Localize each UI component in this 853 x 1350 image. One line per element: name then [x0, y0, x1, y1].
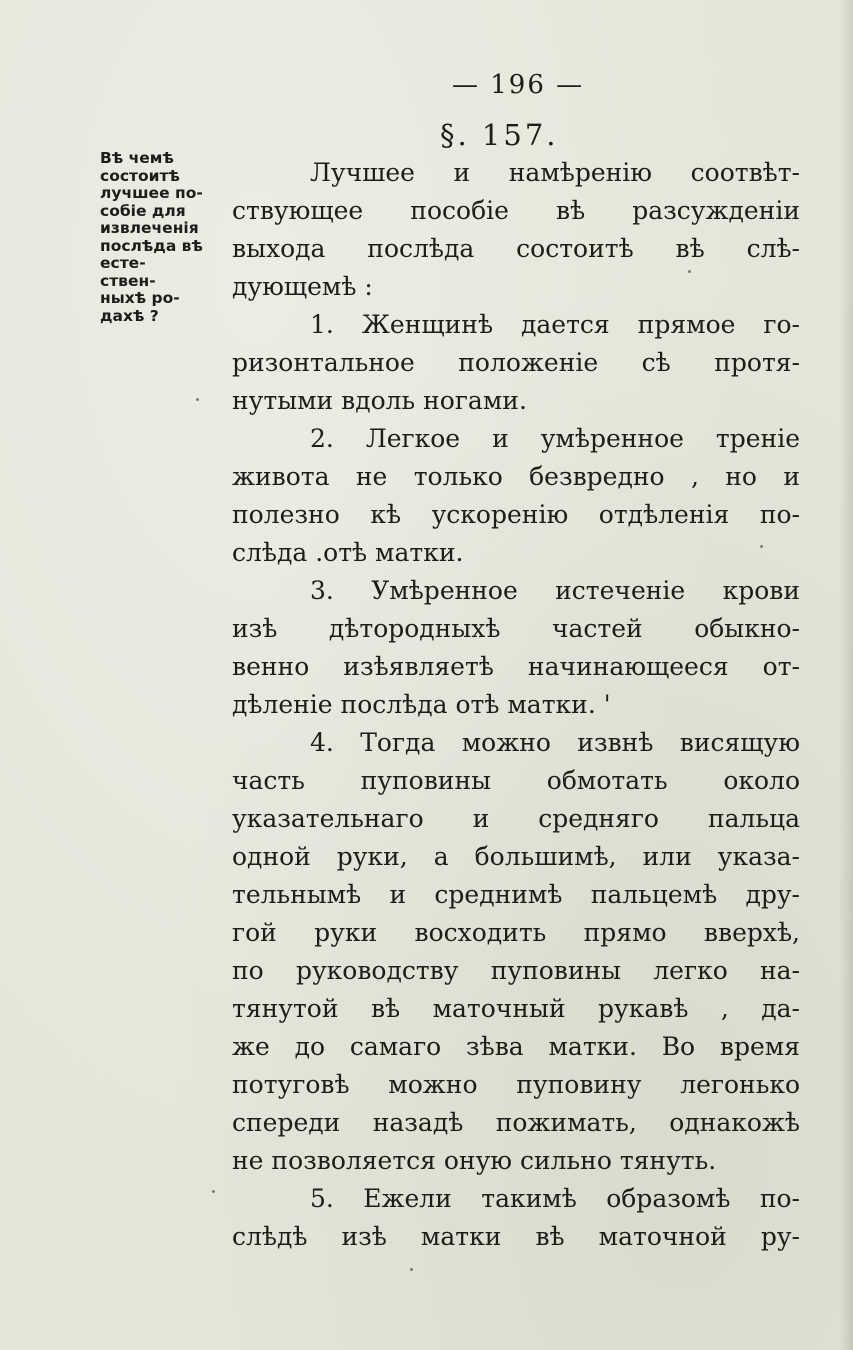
text-line: слѣда .отѣ матки.: [232, 538, 464, 567]
text-line: 1. Женщинѣ дается прямое го-: [310, 310, 800, 339]
paper-speck: [410, 1268, 413, 1271]
text-line: 5. Ежели такимѣ образомѣ по-: [310, 1184, 800, 1213]
margin-note-line: состоитѣ: [100, 166, 180, 185]
text-line: тельнымѣ и среднимѣ пальцемѣ дру-: [232, 880, 800, 909]
text-line: часть пуповины обмотать около: [232, 766, 800, 795]
text-line: 2. Легкое и умѣренное треніе: [310, 424, 800, 453]
margin-note-line: дахѣ ?: [100, 306, 159, 325]
paper-speck: [196, 398, 199, 401]
paper-speck: [212, 1190, 215, 1193]
text-line: не позволяется оную сильно тянуть.: [232, 1146, 717, 1175]
text-line: тянутой вѣ маточный рукавѣ , да-: [232, 994, 800, 1023]
page-edge-shadow: [839, 0, 853, 1350]
text-line: нутыми вдоль ногами.: [232, 386, 527, 415]
page-number: — 196 —: [452, 70, 585, 100]
text-line: потуговѣ можно пуповину легонько: [232, 1070, 800, 1099]
text-line: Лучшее и намѣренію соотвѣт-: [310, 158, 800, 187]
margin-note-line: собіе для: [100, 201, 186, 220]
margin-note-line: ныхѣ ро-: [100, 289, 180, 307]
text-line: выхода послѣда состоитѣ вѣ слѣ-: [232, 234, 800, 263]
text-line: же до самаго зѣва матки. Во время: [232, 1032, 800, 1061]
text-line: дующемѣ :: [232, 272, 373, 301]
margin-note-line: послѣда вѣ: [100, 236, 203, 255]
margin-note-line: извлеченія: [100, 219, 199, 237]
text-line: 3. Умѣренное истеченіе крови: [310, 576, 800, 605]
text-line: слѣдѣ изѣ матки вѣ маточной ру-: [232, 1222, 800, 1251]
text-line: указательнаго и средняго пальца: [232, 804, 800, 833]
section-heading: §. 157.: [440, 118, 559, 152]
margin-note: [100, 150, 235, 325]
text-line: 4. Тогда можно извнѣ висящую: [310, 728, 800, 757]
margin-note-line: Вѣ чемѣ: [100, 149, 174, 167]
text-line: ствующее пособіе вѣ разсужденіи: [232, 196, 800, 225]
text-line: по руководству пуповины легко на-: [232, 956, 800, 985]
margin-note-line: лучшее по-: [100, 184, 203, 202]
text-line: венно изѣявляетѣ начинающееся от-: [232, 652, 800, 681]
margin-note-line: есте-: [100, 254, 146, 272]
text-line: ризонтальное положеніе сѣ протя-: [232, 348, 800, 377]
paper-speck: [760, 545, 763, 548]
paper-speck: [688, 270, 691, 273]
text-line: полезно кѣ ускоренію отдѣленія по-: [232, 500, 800, 529]
text-line: изѣ дѣтородныхѣ частей обыкно-: [232, 614, 800, 643]
text-line: живота не только безвредно , но и: [232, 462, 800, 491]
text-line: одной руки, а большимѣ, или указа-: [232, 842, 800, 871]
margin-note-line: ствен-: [100, 271, 156, 290]
text-line: гой руки восходить прямо вверхѣ,: [232, 918, 800, 947]
text-line: спереди назадѣ пожимать, однакожѣ: [232, 1108, 800, 1137]
text-line: дѣленіе послѣда отѣ матки. ': [232, 690, 611, 719]
